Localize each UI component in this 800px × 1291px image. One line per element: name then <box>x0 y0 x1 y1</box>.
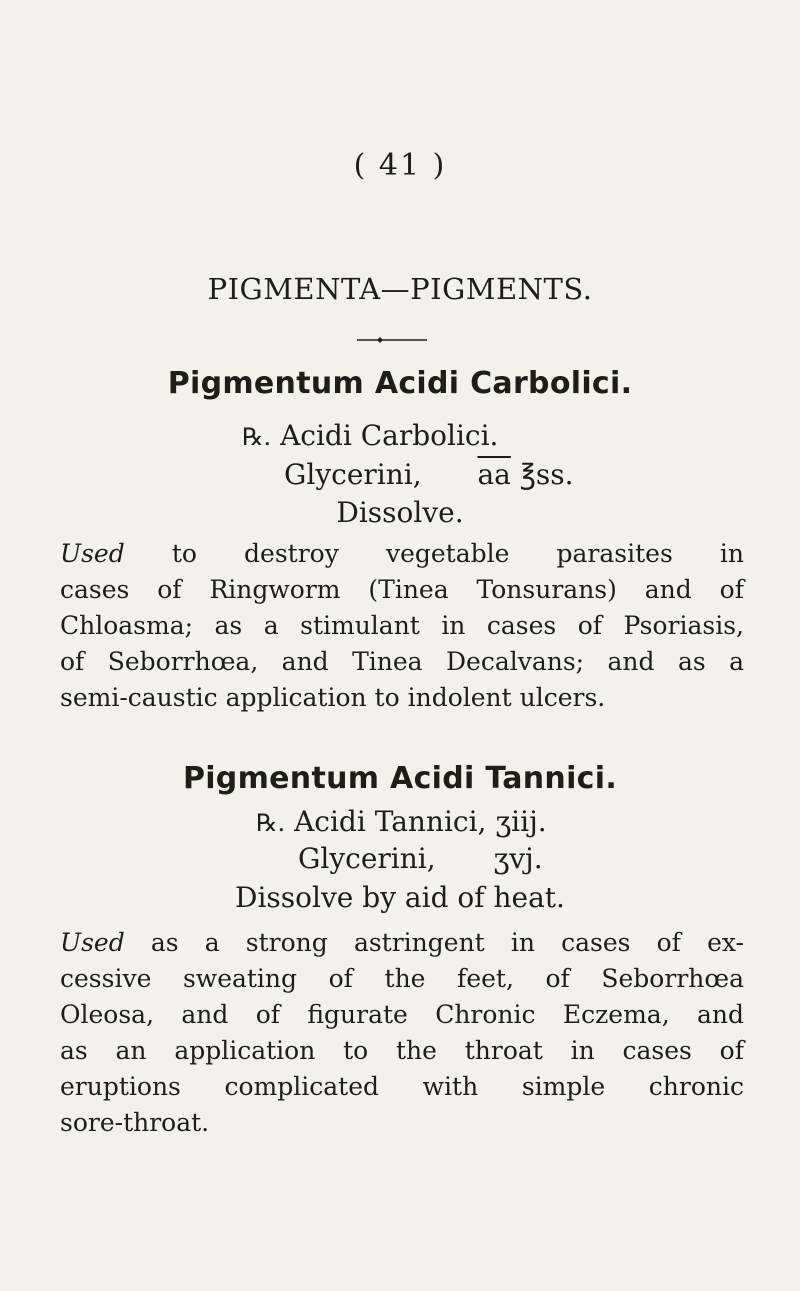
ingredient-name: Acidi Carbolici. <box>280 419 499 452</box>
ingredient-name: Acidi Tannici, <box>294 805 487 838</box>
divider-ornament-icon <box>357 337 427 343</box>
usage-line: eruptions complicated with simple chronic <box>60 1072 744 1101</box>
usage-line: Used as a strong astringent in cases of ex- <box>60 928 744 957</box>
prescription-line <box>256 805 547 838</box>
preparation-direction: Dissolve. <box>336 496 464 529</box>
usage-line: sore-throat. <box>60 1108 210 1137</box>
usage-line: Chloasma; as a stimulant in cases of Psoriasis, <box>60 611 744 640</box>
usage-line: of Seborrhœa, and Tinea Decalvans; and as a <box>60 647 744 676</box>
ingredient-quantity: ℥ss. <box>519 458 574 491</box>
usage-line: cessive sweating of the feet, of Seborrhœa <box>60 964 744 993</box>
preparation-direction: Dissolve by aid of heat. <box>235 881 565 914</box>
section-title-tannici: Pigmentum Acidi Tannici. <box>182 761 618 796</box>
usage-paragraph <box>60 536 744 716</box>
chapter-title: PIGMENTA—PIGMENTS. <box>207 272 593 306</box>
ingredient-quantity-prefix: $\overline{aa}$ <box>477 458 511 491</box>
rx-symbol: ℞. <box>256 809 286 837</box>
usage-line: as an application to the throat in cases of <box>60 1036 744 1065</box>
usage-line: semi-caustic application to indolent ulcers. <box>60 683 606 712</box>
usage-line: Oleosa, and of figurate Chronic Eczema, and <box>60 1000 744 1029</box>
section-title-carbolici: Pigmentum Acidi Carbolici. <box>167 366 633 401</box>
prescription-line <box>284 458 574 491</box>
usage-line: Used to destroy vegetable parasites in <box>60 539 744 568</box>
ingredient-quantity: ʒiij. <box>495 805 547 838</box>
ingredient-name: Glycerini, <box>284 458 422 491</box>
prescription-line <box>298 842 543 875</box>
ingredient-quantity: ʒvj. <box>493 842 543 875</box>
usage-label: Used <box>60 539 125 568</box>
usage-paragraph <box>60 925 744 1141</box>
usage-label: Used <box>60 928 125 957</box>
prescription-line <box>242 419 498 452</box>
rx-symbol: ℞. <box>242 423 272 451</box>
ingredient-name: Glycerini, <box>298 842 436 875</box>
usage-line: cases of Ringworm (Tinea Tonsurans) and of <box>60 575 744 604</box>
page-number: ( 41 ) <box>353 148 447 183</box>
